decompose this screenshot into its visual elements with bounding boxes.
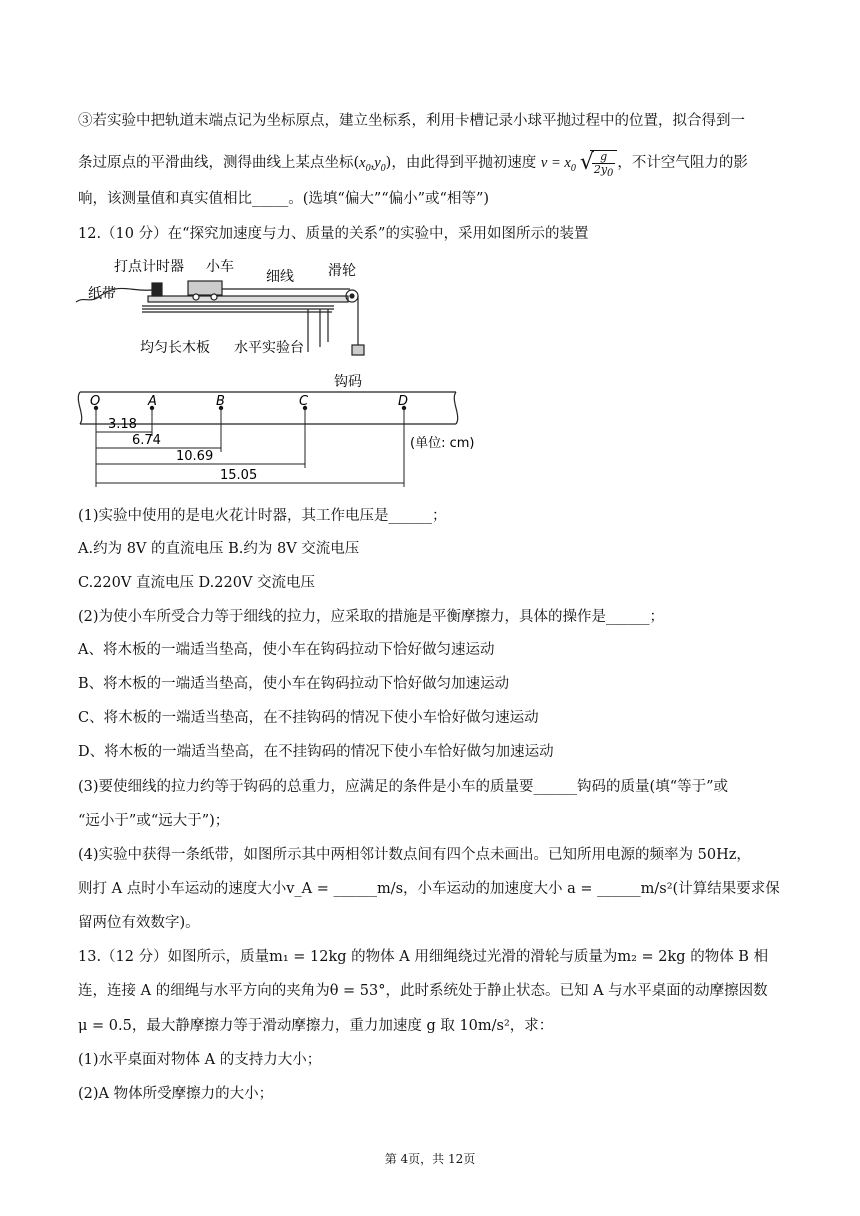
q11-line2-text-b: )，由此得到平抛初速度 (385, 155, 541, 171)
q12-p4-line1: (4)实验中获得一条纸带，如图所示其中两相邻计数点间有四个点未画出。已知所用电源的频率为 50Hz， (78, 847, 751, 863)
fraction-numerator: √ g (592, 151, 616, 164)
q12-p3-line2: “远小于”或“远大于”)； (78, 813, 230, 829)
label-string: 细线 (266, 269, 294, 285)
tape-label-o: O (90, 394, 101, 409)
q13-line3: μ = 0.5，最大静摩擦力等于滑动摩擦力，重力加速度 g 取 10m/s²，求： (78, 1018, 554, 1034)
dist-oc: 10.69 (176, 449, 214, 464)
fraction (592, 150, 616, 180)
label-board: 均匀长木板 (140, 340, 210, 356)
q12-p4-line2: 则打 A 点时小车运动的速度大小v_A = ______m/s，小车运动的加速度大小 a = ______m/s²(计算结果要求保 (78, 881, 780, 897)
q12-stem: 12.（10 分）在“探究加速度与力、质量的关系”的实验中，采用如图所示的装置 (78, 226, 589, 242)
q12-p3-line1: (3)要使细线的拉力约等于钩码的总重力，应满足的条件是小车的质量要______钩码的质量(填“等于”或 (78, 779, 729, 795)
q11-part3-line1: ③若实验中把轨道末端点记为坐标原点，建立坐标系，利用卡槽记录小球平抛过程中的位置，拟合得到一 (78, 113, 745, 129)
dist-od: 15.05 (220, 468, 258, 483)
q12-p2-a: A、将木板的一端适当垫高，使小车在钩码拉动下恰好做匀速运动 (78, 642, 495, 658)
tape-point-labels (90, 394, 408, 409)
q12-p1: (1)实验中使用的是电火花计时器，其工作电压是______； (78, 508, 447, 524)
q12-p2: (2)为使小车所受合力等于细线的拉力，应采取的措施是平衡摩擦力，具体的操作是______； (78, 609, 665, 625)
dimension-labels (108, 417, 474, 483)
q12-p2-d: D、将木板的一端适当垫高，在不挂钩码的情况下使小车恰好做匀加速运动 (78, 744, 554, 760)
dist-ob: 6.74 (132, 433, 161, 448)
label-weight: 钩码 (334, 374, 362, 390)
q11-line2-text-c: ，不计空气阻力的影 (617, 155, 748, 171)
q12-p1-ab: A.约为 8V 的直流电压 B.约为 8V 交流电压 (78, 541, 360, 557)
label-tape: 纸带 (88, 286, 116, 302)
q13-line2: 连，连接 A 的细绳与水平方向的夹角为θ = 53°，此时系统处于静止状态。已知 A 与水平桌面的动摩擦因数 (78, 983, 768, 999)
q13-line1: 13.（12 分）如图所示，质量m₁ = 12kg 的物体 A 用细绳绕过光滑的滑轮与质量为m₂ = 2kg 的物体 B 相 (78, 949, 769, 965)
sqrt-expression (590, 150, 618, 180)
tape-label-b: B (216, 394, 225, 409)
label-table: 水平实验台 (234, 340, 304, 356)
fraction-den-text: 2y (593, 163, 608, 176)
q11-part3-line2 (78, 150, 748, 180)
tape-label-d: D (398, 394, 409, 409)
dist-oa: 3.18 (108, 417, 137, 432)
fraction-denominator: $2y_0$ (593, 163, 614, 180)
tape-points (94, 406, 406, 410)
q12-p1-cd: C.220V 直流电压 D.220V 交流电压 (78, 575, 316, 591)
unit-label: (单位: cm) (410, 436, 475, 451)
q12-p2-c: C、将木板的一端适当垫高，在不挂钩码的情况下使小车恰好做匀速运动 (78, 710, 539, 726)
label-cart: 小车 (206, 259, 234, 275)
tape-label-c: C (299, 394, 309, 409)
q13-sub2: (2)A 物体所受摩擦力的大小； (78, 1086, 274, 1102)
q13-sub1: (1)水平桌面对物体 A 的支持力大小； (78, 1052, 322, 1068)
q12-p2-b: B、将木板的一端适当垫高，使小车在钩码拉动下恰好做匀加速运动 (78, 676, 510, 692)
coord-x0: $x_0,y_0$ (359, 155, 386, 174)
tape-label-a: A (148, 394, 157, 409)
label-timer: 打点计时器 (114, 259, 184, 275)
label-pulley: 滑轮 (328, 263, 356, 279)
velocity-formula: $v = x_0$ (540, 155, 576, 174)
q11-part3-line3: 响，该测量值和真实值相比_____。(选填“偏大”“偏小”或“相等”) (78, 191, 490, 207)
q12-p4-line3: 留两位有效数字)。 (78, 915, 200, 931)
apparatus-drawing (76, 281, 364, 355)
page-footer: 第 4页，共 12页 (384, 1152, 476, 1166)
q11-line2-text-a: 条过原点的平滑曲线，测得曲线上某点坐标( (78, 155, 360, 171)
q12-figure (70, 252, 490, 497)
